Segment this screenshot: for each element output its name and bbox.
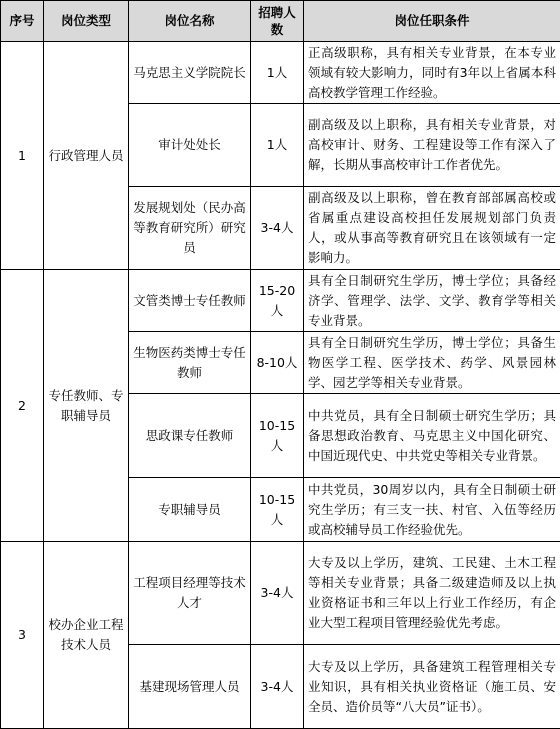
position-requirements: 正高级职称，具有相关专业背景，在本专业领域有较大影响力，同时有3年以上省属本科高校教学管理工作经验。 (304, 42, 560, 104)
table-row (1, 42, 560, 104)
position-requirements: 具有全日制研究生学历，博士学位；具备经济学、管理学、法学、文学、教育学等相关专业背景。 (304, 270, 560, 332)
position-name: 马克思主义学院院长 (129, 42, 251, 104)
position-count: 10-15人 (251, 394, 304, 478)
position-name: 工程项目经理等技术人才 (129, 542, 251, 645)
position-name: 发展规划处（民办高等教育研究所）研究员 (129, 187, 251, 270)
position-count: 10-15人 (251, 478, 304, 542)
position-requirements: 中共党员，30周岁以内，具有全日制硕士研究生学历；有三支一扶、村官、入伍等经历或高校辅导员工作经验优先。 (304, 478, 560, 542)
position-name: 思政课专任教师 (129, 394, 251, 478)
position-count: 15-20人 (251, 270, 304, 332)
group-seq: 1 (1, 42, 44, 270)
table-row (1, 270, 560, 332)
position-requirements: 副高级及以上职称，曾在教育部部属高校或省属重点建设高校担任发展规划部门负责人，或从事高等教育研究且在该领域有一定影响力。 (304, 187, 560, 270)
header-row (1, 1, 560, 42)
position-count: 1人 (251, 104, 304, 187)
position-name: 生物医药类博士专任教师 (129, 332, 251, 394)
position-count: 1人 (251, 42, 304, 104)
table-row (1, 542, 560, 645)
header-seq: 序号 (1, 1, 44, 42)
group-category: 校办企业工程技术人员 (44, 542, 129, 729)
position-count: 8-10人 (251, 332, 304, 394)
position-count: 3-4人 (251, 187, 304, 270)
position-count: 3-4人 (251, 645, 304, 729)
header-count: 招聘人数 (251, 1, 304, 42)
group-category: 行政管理人员 (44, 42, 129, 270)
group-category: 专任教师、专职辅导员 (44, 270, 129, 542)
group-seq: 3 (1, 542, 44, 729)
position-name: 文管类博士专任教师 (129, 270, 251, 332)
position-name: 专职辅导员 (129, 478, 251, 542)
position-requirements: 大专及以上学历，具备建筑工程管理相关专业知识，具有相关执业资格证（施工员、安全员、造价员等“八大员”证书）。 (304, 645, 560, 729)
position-requirements: 具有全日制研究生学历，博士学位；具备生物医学工程、医学技术、药学、风景园林学、园艺学等相关专业背景。 (304, 332, 560, 394)
position-count: 3-4人 (251, 542, 304, 645)
position-requirements: 大专及以上学历，建筑、工民建、土木工程等相关专业背景；具备二级建造师及以上执业资格证书和三年以上行业工作经历，有企业大型工程项目管理经验优先考虑。 (304, 542, 560, 645)
position-requirements: 中共党员，具有全日制硕士研究生学历；具备思想政治教育、马克思主义中国化研究、中国近现代史、中共党史等相关专业背景。 (304, 394, 560, 478)
position-requirements: 副高级及以上职称，具有相关专业背景，对高校审计、财务、工程建设等工作有深入了解，长期从事高校审计工作者优先。 (304, 104, 560, 187)
position-name: 基建现场管理人员 (129, 645, 251, 729)
header-position-name: 岗位名称 (129, 1, 251, 42)
header-requirements: 岗位任职条件 (304, 1, 560, 42)
header-category: 岗位类型 (44, 1, 129, 42)
position-name: 审计处处长 (129, 104, 251, 187)
group-seq: 2 (1, 270, 44, 542)
